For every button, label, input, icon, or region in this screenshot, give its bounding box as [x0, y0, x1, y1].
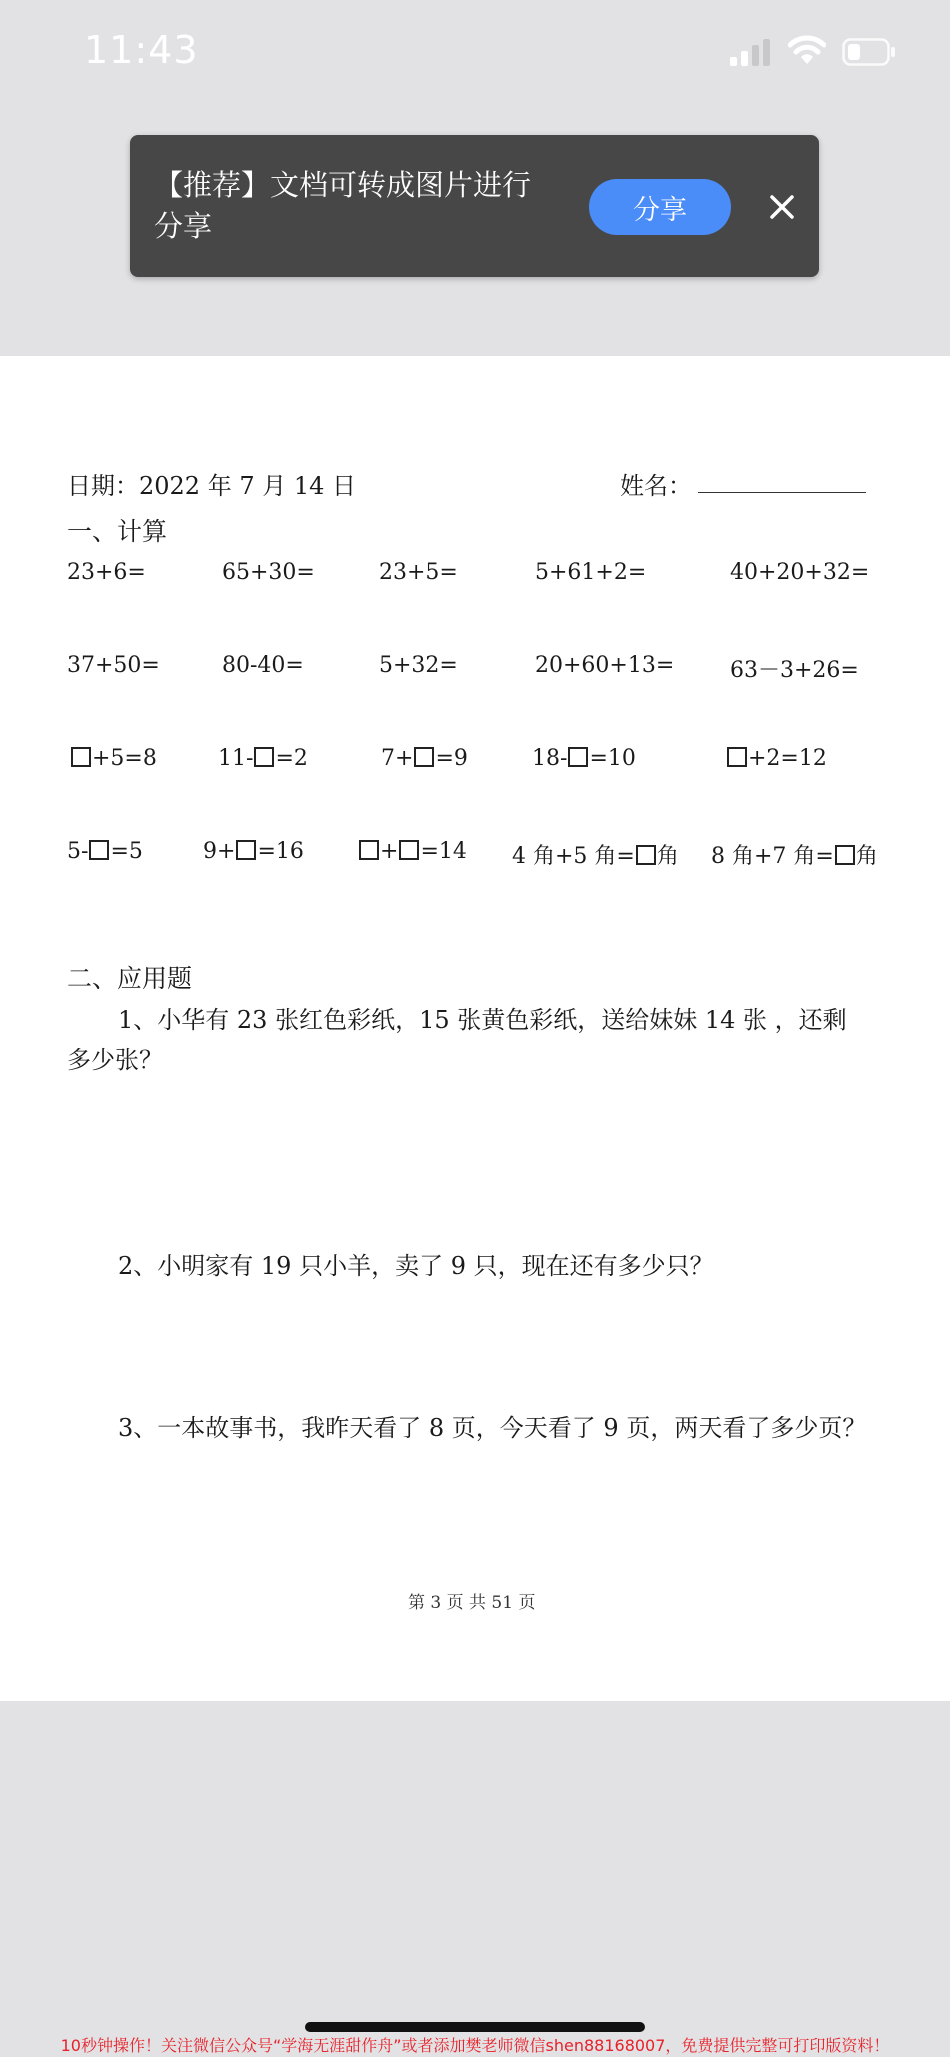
fill-post: =16	[257, 839, 304, 864]
question-2: 2、小明家有 19 只小羊，卖了 9 只，现在还有多少只？	[118, 1252, 714, 1280]
fill-post: =10	[589, 746, 636, 771]
fill-post: =9	[435, 746, 468, 771]
status-bar	[0, 0, 950, 100]
answer-box	[254, 747, 274, 767]
fill-blank-item	[532, 746, 636, 771]
close-icon[interactable]	[760, 185, 804, 229]
date-label: 日期：2022 年 7 月 14 日	[67, 472, 357, 500]
answer-box	[568, 747, 588, 767]
fill-post: +2=12	[748, 746, 827, 771]
fill-pre: 9+	[203, 839, 236, 864]
fill-pre: 5-	[67, 839, 89, 864]
name-label: 姓名：	[620, 472, 692, 500]
page-number: 第 3 页 共 51 页	[408, 1593, 536, 1613]
share-button[interactable]: 分享	[589, 179, 731, 235]
answer-box	[414, 747, 434, 767]
answer-box	[727, 747, 747, 767]
answer-box	[636, 845, 656, 865]
question-3: 3、一本故事书，我昨天看了 8 页，今天看了 9 页，两天看了多少页？	[118, 1414, 867, 1442]
fill-blank-item	[203, 839, 304, 864]
promo-watermark: 10秒钟操作！关注微信公众号“学海无涯甜作舟”或者添加樊老师微信shen88168007，免费提供完整可打印版资料！	[60, 2036, 890, 2055]
fill-pre: 4 角+5 角=	[512, 844, 635, 869]
answer-box	[359, 840, 379, 860]
status-time: 11:43	[84, 28, 199, 72]
cellular-signal-icon	[730, 38, 772, 66]
battery-icon	[842, 38, 896, 66]
fill-blank-item	[726, 746, 827, 771]
fill-blank-item	[381, 746, 468, 771]
banner-message: 【推荐】文档可转成图片进行分享	[154, 168, 532, 243]
calc-item: 5+61+2=	[535, 560, 647, 585]
calc-item: 5+32=	[379, 653, 458, 678]
share-banner	[130, 135, 819, 277]
wifi-icon	[788, 34, 826, 66]
answer-box	[89, 840, 109, 860]
calc-item: 63－3+26=	[730, 658, 859, 683]
fill-blank-item	[512, 839, 679, 870]
fill-pre: 11-	[218, 746, 254, 771]
answer-box	[71, 747, 91, 767]
calc-item: 20+60+13=	[535, 653, 675, 678]
document-page	[0, 356, 950, 1701]
question-1-line-1: 1、小华有 23 张红色彩纸，15 张黄色彩纸，送给妹妹 14 张 ，还剩	[118, 1006, 847, 1034]
fill-mid: +	[380, 839, 399, 864]
answer-box	[835, 845, 855, 865]
answer-box	[399, 840, 419, 860]
fill-post: =14	[420, 839, 467, 864]
question-1-line-2: 多少张？	[67, 1046, 163, 1074]
fill-post: =5	[110, 839, 143, 864]
section-calc-title: 一、计算	[67, 517, 168, 546]
section-word-problems-title: 二、应用题	[67, 964, 193, 993]
fill-blank-item	[358, 839, 467, 864]
calc-item: 65+30=	[222, 560, 315, 585]
fill-blank-item	[67, 839, 143, 864]
calc-item: 23+5=	[379, 560, 458, 585]
home-indicator[interactable]	[305, 2022, 645, 2032]
name-blank-line	[698, 492, 866, 493]
fill-post: 角	[855, 844, 878, 869]
fill-pre: 18-	[532, 746, 568, 771]
answer-box	[236, 840, 256, 860]
calc-item: 23+6=	[67, 560, 146, 585]
fill-blank-item	[70, 746, 157, 771]
fill-pre: 8 角+7 角=	[711, 844, 834, 869]
calc-item: 37+50=	[67, 653, 160, 678]
calc-item: 40+20+32=	[730, 560, 870, 585]
fill-post: 角	[656, 844, 679, 869]
fill-post: =2	[275, 746, 308, 771]
fill-pre: 7+	[381, 746, 414, 771]
calc-item: 80-40=	[222, 653, 304, 678]
fill-post: +5=8	[92, 746, 157, 771]
fill-blank-item	[218, 746, 308, 771]
fill-blank-item	[711, 839, 878, 870]
